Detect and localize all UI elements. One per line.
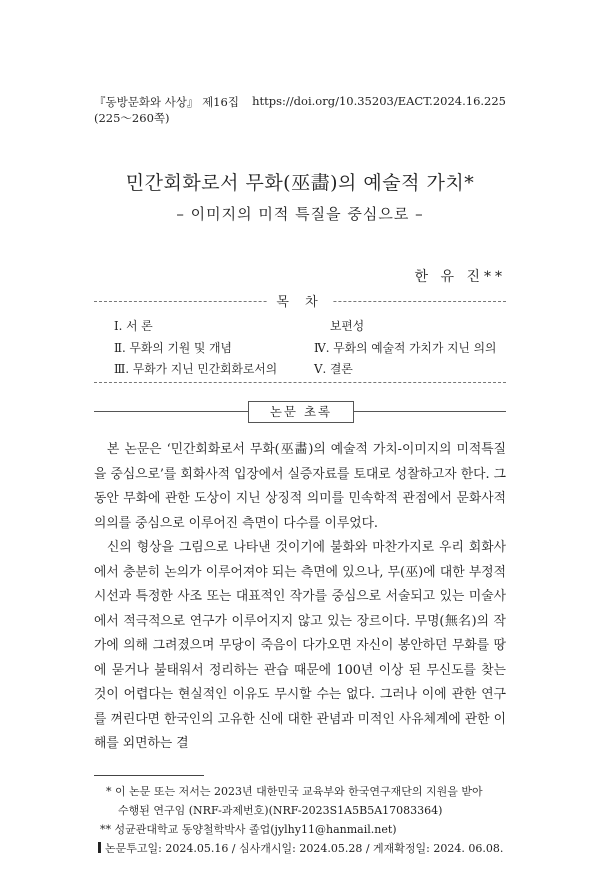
toc-left-column (114, 316, 277, 381)
toc-right-column (314, 316, 496, 381)
toc-item[interactable]: Ⅳ. 무화의 예술적 가치가 지닌 의의 (314, 340, 497, 355)
toc-heading: 목 차 (0, 291, 600, 310)
running-header (94, 94, 506, 126)
abstract-body (94, 438, 506, 757)
abstract-paragraph: 본 논문은 ‘민간회화로서 무화(巫畵)의 예술적 가치-이미지의 미적특질을 중심으로’를 회화사적 입장에서 실증자료를 토대로 성찰하고자 한다. 그 동안 무화에 관한 도상이 지닌 상징적 의미를 민속학적 관점에서 문화사적 의의를 중심으로 이루어진 측면이 다수를 이루었다. (94, 442, 506, 531)
author-name: 한 유 진** (414, 269, 506, 285)
paper-subtitle: – 이미지의 미적 특질을 중심으로 – (176, 205, 424, 223)
footnote-affiliation: ** 성균관대학교 동양철학박사 졸업(jylhy11@hanmail.net) (100, 823, 397, 836)
abstract-heading: 논문 초록 (248, 401, 354, 423)
footnote-funding: * 이 논문 또는 저서는 2023년 대한민국 교육부와 한국연구재단의 지원을 받아 (106, 785, 483, 798)
paper-title: 민간회화로서 무화(巫畵)의 예술적 가치* (125, 172, 475, 194)
footnote-dates: 논문투고일: 2024.05.16 / 심사개시일: 2024.05.28 / 게재확정일: 2024. 06.08. (98, 839, 518, 858)
toc-item[interactable]: Ⅰ. 서 론 (114, 319, 153, 333)
journal-citation: 『동방문화와 사상』 제16집(225～260쪽) (94, 95, 239, 125)
toc-item[interactable]: Ⅱ. 무화의 기원 및 개념 (114, 340, 232, 355)
toc-item[interactable]: 보편성 (330, 319, 365, 333)
footnotes (98, 782, 518, 858)
footnote-divider (94, 775, 204, 776)
toc-item[interactable]: Ⅴ. 결론 (314, 362, 353, 376)
doi-link[interactable]: https://doi.org/10.35203/EACT.2024.16.225 (252, 94, 506, 108)
abstract-paragraph: 신의 형상을 그림으로 나타낸 것이기에 불화와 마찬가지로 우리 회화사에서 충분히 논의가 이루어져야 되는 측면에 있으나, 무(巫)에 대한 부정적 시선과 특정한 사조 또는 대표적인 작가를 중심으로 서술되고 있는 미술사에서 적극적으로 연구가 이루어지지 않고 있는 장르이다. 무명(無名)의 작가에 의해 그려졌으며 무당이 죽음이 다가오면 자신이 봉안하던 무화를 땅에 묻거나 불태워서 정리하는 관습 때문에 100년 이상 된 무신도를 찾는 것이 어렵다는 현실적인 이유도 무시할 수는 없다. 그러나 이에 관한 연구를 껴린다면 한국인의 고유한 신에 대한 관념과 미적인 사유체계에 관한 이해를 외면하는 결 (94, 540, 506, 751)
bar-marker-icon (98, 842, 101, 853)
toc-item[interactable]: Ⅲ. 무화가 지닌 민간회화로서의 (114, 362, 278, 376)
footnote-funding-cont: 수행된 연구임 (NRF-과제번호)(NRF-2023S1A5B5A17083364) (118, 804, 443, 817)
